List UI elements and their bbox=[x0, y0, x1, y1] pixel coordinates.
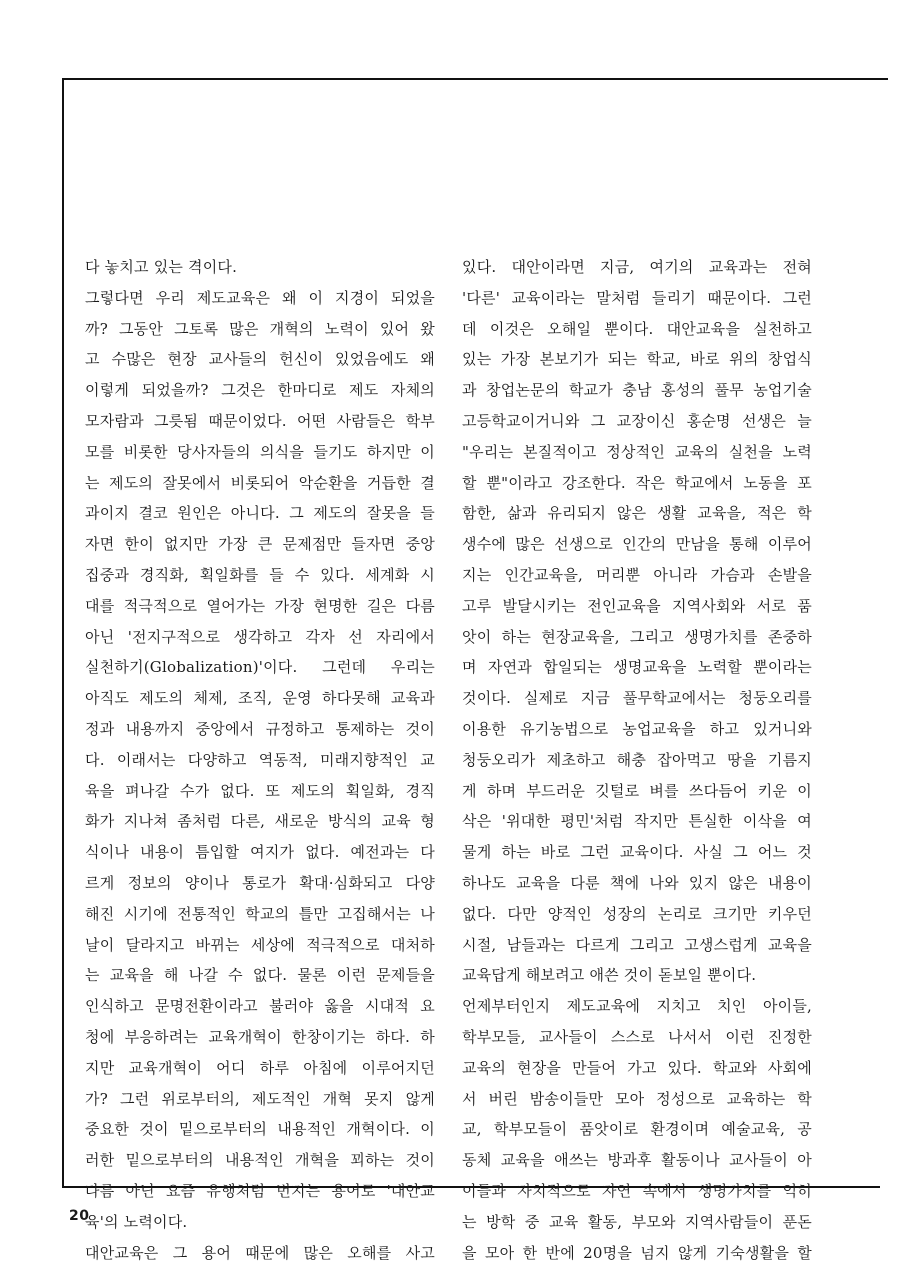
text-line: 아닌 '전지구적으로 생각하고 각자 선 자리에서 bbox=[85, 627, 435, 646]
text-line: 고등학교이거니와 그 교장이신 홍순명 선생은 늘 bbox=[462, 411, 812, 430]
text-line: 없다. 다만 양적인 성장의 논리로 크기만 키우던 bbox=[462, 904, 812, 923]
text-line: 날이 달라지고 바뀌는 세상에 적극적으로 대처하 bbox=[85, 935, 435, 954]
text-line: 인식하고 문명전환이라고 불러야 옳을 시대적 요 bbox=[85, 997, 435, 1016]
text-line: 청둥오리가 제초하고 해충 잡아먹고 땅을 기름지 bbox=[462, 750, 812, 769]
text-line: 동체 교육을 애쓰는 방과후 활동이나 교사들이 아 bbox=[462, 1151, 812, 1170]
text-line: 아직도 제도의 체제, 조직, 운영 하다못해 교육과 bbox=[85, 689, 435, 708]
text-line: 까? 그동안 그토록 많은 개혁의 노력이 있어 왔 bbox=[85, 319, 435, 338]
text-line: 가? 그런 위로부터의, 제도적인 개혁 못지 않게 bbox=[85, 1089, 435, 1108]
text-line: 물게 하는 바로 그런 교육이다. 사실 그 어느 것 bbox=[462, 843, 812, 862]
text-line: 다. 이래서는 다양하고 역동적, 미래지향적인 교 bbox=[85, 750, 435, 769]
left-text-column bbox=[85, 252, 435, 1268]
text-line: 학부모들, 교사들이 스스로 나서서 이런 진정한 bbox=[462, 1027, 812, 1046]
text-line: 지는 인간교육을, 머리뿐 아니라 가슴과 손발을 bbox=[462, 565, 812, 584]
text-line: 이렇게 되었을까? 그것은 한마디로 제도 자체의 bbox=[85, 381, 435, 400]
text-line: 러한 밑으로부터의 내용적인 개혁을 꾀하는 것이 bbox=[85, 1151, 435, 1170]
text-line: 는 제도의 잘못에서 비롯되어 악순환을 거듭한 결 bbox=[85, 473, 435, 492]
text-line: 그렇다면 우리 제도교육은 왜 이 지경이 되었을 bbox=[85, 288, 435, 307]
text-line: 자면 한이 없지만 가장 큰 문제점만 들자면 중앙 bbox=[85, 535, 435, 554]
text-line: 삭은 '위대한 평민'처럼 작지만 튼실한 이삭을 여 bbox=[462, 812, 812, 831]
text-line: 육'의 노력이다. bbox=[85, 1212, 188, 1231]
text-line: 있다. 대안이라면 지금, 여기의 교육과는 전혀 bbox=[462, 258, 812, 276]
text-line: 것이다. 실제로 지금 풀무학교에서는 청둥오리를 bbox=[462, 689, 812, 708]
text-line: 이들과 자치적으로 자연 속에서 생명가치를 익히 bbox=[462, 1181, 812, 1200]
text-line: 교, 학부모들이 품앗이로 환경이며 예술교육, 공 bbox=[462, 1120, 812, 1139]
text-line: 청에 부응하려는 교육개혁이 한창이기는 하다. 하 bbox=[85, 1027, 435, 1046]
text-line: "우리는 본질적이고 정상적인 교육의 실천을 노력 bbox=[462, 442, 812, 461]
text-line: 을 모아 한 반에 20명을 넘지 않게 기숙생활을 할 bbox=[462, 1243, 812, 1262]
text-line: 모를 비롯한 당사자들의 의식을 들기도 하지만 이 bbox=[85, 442, 435, 461]
left-border-rule bbox=[62, 78, 64, 1188]
text-line: 함한, 삶과 유리되지 않은 생활 교육을, 적은 학 bbox=[462, 504, 812, 523]
text-line: 중요한 것이 밑으로부터의 내용적인 개혁이다. 이 bbox=[85, 1120, 435, 1139]
text-line: 서 버린 밤송이들만 모아 정성으로 교육하는 학 bbox=[462, 1089, 812, 1108]
text-line: 하나도 교육을 다룬 책에 나와 있지 않은 내용이 bbox=[462, 873, 812, 892]
text-line: 는 방학 중 교육 활동, 부모와 지역사람들이 푼돈 bbox=[462, 1212, 812, 1231]
text-line: 모자람과 그릇됨 때문이었다. 어떤 사람들은 학부 bbox=[85, 411, 435, 430]
text-line: 데 이것은 오해일 뿐이다. 대안교육을 실천하고 bbox=[462, 319, 812, 338]
text-line: 교육의 현장을 만들어 가고 있다. 학교와 사회에 bbox=[462, 1058, 812, 1077]
text-line: 대안교육은 그 용어 때문에 많은 오해를 사고 bbox=[85, 1243, 435, 1262]
text-line: 게 하며 부드러운 깃털로 벼를 쓰다듬어 키운 이 bbox=[462, 781, 812, 800]
text-line: 집중과 경직화, 획일화를 들 수 있다. 세계화 시 bbox=[85, 565, 435, 584]
text-line: 언제부터인지 제도교육에 지치고 치인 아이들, bbox=[462, 997, 812, 1016]
text-line: 르게 정보의 양이나 통로가 확대·심화되고 다양 bbox=[85, 873, 435, 892]
text-line: 식이나 내용이 틈입할 여지가 없다. 예전과는 다 bbox=[85, 843, 435, 862]
text-line: 실천하기(Globalization)'이다. 그런데 우리는 bbox=[85, 658, 435, 677]
text-line: 해진 시기에 전통적인 학교의 틀만 고집해서는 나 bbox=[85, 904, 435, 923]
text-line: 지만 교육개혁이 어디 하루 아침에 이루어지던 bbox=[85, 1058, 435, 1077]
text-line: '다른' 교육이라는 말처럼 들리기 때문이다. 그런 bbox=[462, 288, 812, 307]
text-line: 시절, 남들과는 다르게 그리고 고생스럽게 교육을 bbox=[462, 935, 812, 954]
text-line: 는 교육을 해 나갈 수 없다. 물론 이런 문제들을 bbox=[85, 966, 435, 985]
text-line: 이용한 유기농법으로 농업교육을 하고 있거니와 bbox=[462, 719, 812, 738]
text-line: 앗이 하는 현장교육을, 그리고 생명가치를 존중하 bbox=[462, 627, 812, 646]
text-line: 과 창업논문의 학교가 충남 홍성의 풀무 농업기술 bbox=[462, 381, 812, 400]
text-line: 다름 아닌 요즘 유행처럼 번지는 용어로 '대안교 bbox=[85, 1181, 435, 1200]
top-border-rule bbox=[62, 78, 888, 80]
text-line: 있는 가장 본보기가 되는 학교, 바로 위의 창업식 bbox=[462, 350, 812, 369]
text-line: 고 수많은 현장 교사들의 헌신이 있었음에도 왜 bbox=[85, 350, 435, 369]
text-line: 다 놓치고 있는 격이다. bbox=[85, 258, 238, 276]
text-line: 과이지 결코 원인은 아니다. 그 제도의 잘못을 들 bbox=[85, 504, 435, 523]
text-line: 대를 적극적으로 열어가는 가장 현명한 길은 다름 bbox=[85, 596, 435, 615]
text-line: 교육답게 해보려고 애쓴 것이 돋보일 뿐이다. bbox=[462, 966, 757, 985]
text-line: 생수에 많은 선생으로 인간의 만남을 통해 이루어 bbox=[462, 535, 812, 554]
right-text-column bbox=[462, 252, 812, 1268]
page-number: 20 bbox=[69, 1208, 90, 1224]
text-line: 할 뿐"이라고 강조한다. 작은 학교에서 노동을 포 bbox=[462, 473, 812, 492]
text-line: 육을 펴나갈 수가 없다. 또 제도의 획일화, 경직 bbox=[85, 781, 435, 800]
text-line: 정과 내용까지 중앙에서 규정하고 통제하는 것이 bbox=[85, 719, 435, 738]
text-line: 화가 지나쳐 좀처럼 다른, 새로운 방식의 교육 형 bbox=[85, 812, 435, 831]
text-line: 며 자연과 합일되는 생명교육을 노력할 뿐이라는 bbox=[462, 658, 812, 677]
text-line: 고루 발달시키는 전인교육을 지역사회와 서로 품 bbox=[462, 596, 812, 615]
